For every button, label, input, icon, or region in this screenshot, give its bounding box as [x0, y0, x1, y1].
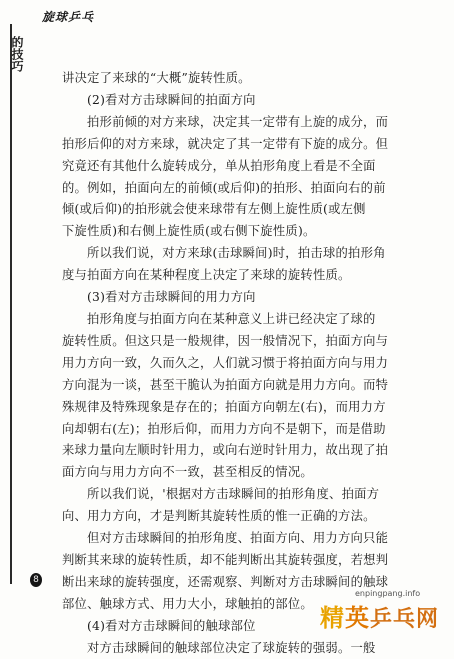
text-line: 判断其来球的旋转性质，却不能判断出其旋转强度，若想判 [62, 552, 389, 567]
text-line: 所以我们说，对方来球(击球瞬间)时，拍击球的拍形角 [87, 246, 386, 261]
text-line: (4)看对方击球瞬间的触球部位 [87, 618, 256, 633]
text-line: 旋转性质。但这只是一般规律，因一般情况下，拍面方向与 [62, 333, 389, 348]
side-section-label: 的技巧 [10, 36, 24, 72]
text-line: 对方击球瞬间的触球部位决定了球旋转的强弱。一般 [87, 640, 376, 655]
text-line: 度与拍面方向在某种程度上决定了来球的旋转性质。 [62, 268, 351, 283]
running-header: 旋球乒乓 [42, 10, 95, 24]
text-line: (3)看对方击球瞬间的用力方向 [87, 290, 256, 305]
side-rule [10, 24, 12, 584]
text-line: 但对方击球瞬间的拍形角度、拍面方向、用力方向只能 [87, 531, 389, 546]
text-line: 下旋性质)和右侧上旋性质(或右侧下旋性质)。 [62, 224, 316, 239]
text-line: 拍形后仰的对方来球，就决定了其一定带有下旋的成分。但 [62, 136, 389, 151]
body-text [62, 68, 422, 659]
text-line: 向却朝右(左)；拍形后仰，而用力方向不是朝下，而是借助 [62, 421, 386, 436]
text-line: 讲决定了来球的“大概”旋转性质。 [62, 71, 251, 85]
watermark-logo-char-1: 精 [320, 604, 345, 632]
watermark-logo-rest: 乒乓网 [370, 607, 440, 632]
text-line: 拍形前倾的对方来球，决定其一定带有上旋的成分，而 [87, 114, 389, 129]
watermark-url: enpingpang.info [355, 589, 421, 598]
text-line: 来球力量向左顺时针用力，或向右逆时针用力，故出现了拍 [62, 443, 389, 458]
text-line: 拍形角度与拍面方向在某种意义上讲已经决定了球的 [87, 311, 376, 326]
text-line: 方向混为一谈，甚至干脆认为拍面方向就是用力方向。而特 [62, 377, 389, 392]
text-line: 的。例如，拍面向左的前倾(或后仰)的拍形、拍面向右的前 [62, 180, 386, 195]
text-line: 向、用力方向，才是判断其旋转性质的惟一正确的方法。 [62, 509, 376, 524]
page-number: 8 [30, 573, 42, 587]
text-line: 面方向与用力方向不一致，甚至相反的情况。 [62, 465, 313, 480]
text-line: 倾(或后仰)的拍形就会使来球带有左侧上旋性质(或左侧 [62, 202, 366, 217]
watermark-logo [320, 598, 439, 633]
text-line: 所以我们说，'根据对方击球瞬间的拍形角度、拍面方 [87, 487, 380, 502]
text-line: 殊规律及特殊现象是存在的；拍面方向朝左(右)，而用力方 [62, 399, 386, 414]
text-line: 究竟还有其他什么旋转成分，单从拍形角度上看是不全面 [62, 158, 376, 173]
text-line: (2)看对方击球瞬间的拍面方向 [87, 92, 256, 107]
text-line: 部位、触球方式、用力大小，球触拍的部位。 [62, 596, 313, 611]
text-line: 断出来球的旋转强度，还需观察、判断对方击球瞬间的触球 [62, 574, 389, 589]
text-line: 用力方向一致，久而久之，人们就习惯于将拍面方向与用力 [62, 355, 389, 370]
watermark-logo-char-2: 英 [345, 604, 370, 632]
